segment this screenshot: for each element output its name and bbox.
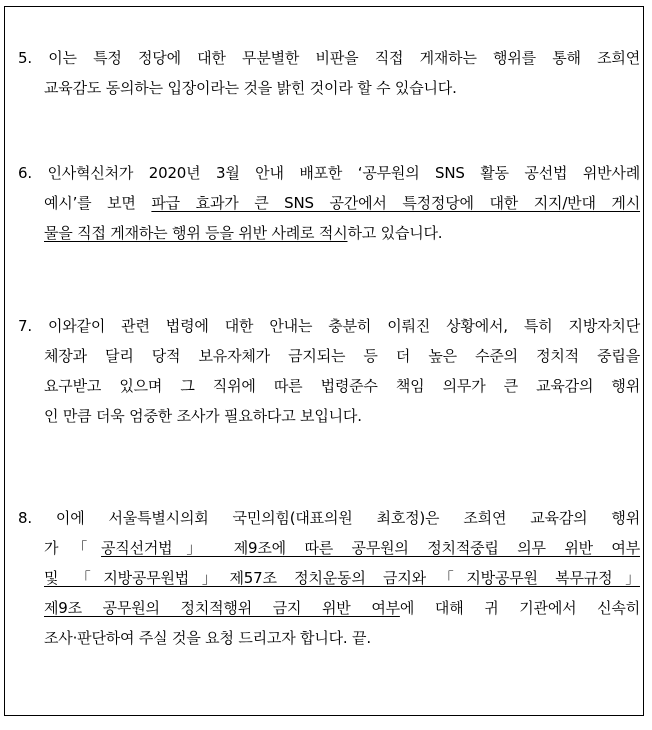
paragraph-line — [18, 188, 640, 218]
text-run: 요구받고 있으며 그 직위에 따른 법령준수 책임 의무가 큰 교육감의 행위 — [44, 377, 640, 395]
document-frame — [4, 6, 644, 716]
text-run: 인 만큼 더욱 엄중한 조사가 필요하다고 보입니다. — [44, 407, 362, 425]
paragraph-5 — [18, 43, 640, 103]
paragraph-8 — [18, 503, 640, 653]
paragraph-line — [18, 158, 640, 188]
paragraph-6 — [18, 158, 640, 248]
paragraph-7 — [18, 311, 640, 431]
text-run: 6. 인사혁신처가 2020년 3월 안내 배포한 ‘공무원의 SNS 활동 공선법 위반사례 — [18, 164, 640, 182]
paragraph-line — [18, 218, 640, 248]
text-run: 에 대해 귀 기관에서 신속히 — [399, 599, 640, 617]
text-run: 7. 이와같이 관련 법령에 대한 안내는 충분히 이뤄진 상황에서, 특히 지방자치단 — [18, 317, 640, 335]
text-run: 하고 있습니다. — [347, 224, 443, 242]
underlined-text: 및 「지방공무원법」제57조 정치운동의 금지와「지방공무원 복무규정」 — [44, 569, 640, 587]
paragraph-line — [18, 43, 640, 73]
paragraph-line — [18, 593, 640, 623]
text-run: 8. 이에 서울특별시의회 국민의힘(대표의원 최호정)은 조희연 교육감의 행위 — [18, 509, 640, 527]
paragraph-line — [18, 401, 640, 431]
paragraph-line — [18, 311, 640, 341]
paragraph-line — [18, 73, 640, 103]
paragraph-line — [18, 563, 640, 593]
paragraph-line — [18, 503, 640, 533]
paragraph-line — [18, 341, 640, 371]
text-run: 예시’를 보면 — [44, 194, 152, 212]
paragraph-line — [18, 371, 640, 401]
text-run: 체장과 달리 당적 보유자체가 금지되는 등 더 높은 수준의 정치적 중립을 — [44, 347, 640, 365]
underlined-text: 공직선거법」 제9조에 따른 공무원의 정치적중립 의무 위반 여부 — [101, 539, 641, 557]
text-run: 5. 이는 특정 정당에 대한 무분별한 비판을 직접 게재하는 행위를 통해 조희연 — [18, 49, 640, 67]
text-run: 교육감도 동의하는 입장이라는 것을 밝힌 것이라 할 수 있습니다. — [44, 79, 457, 97]
paragraph-line — [18, 533, 640, 563]
underlined-text: 제9조 공무원의 정치적행위 금지 위반 여부 — [44, 599, 400, 617]
underlined-text: 물을 직접 게재하는 행위 등을 위반 사례로 적시 — [44, 224, 348, 242]
paragraph-line — [18, 623, 640, 653]
text-run: 조사·판단하여 주실 것을 요청 드리고자 합니다. 끝. — [44, 629, 371, 647]
underlined-text: 파급 효과가 큰 SNS 공간에서 특정정당에 대한 지지/반대 게시 — [151, 194, 641, 212]
text-run: 가「 — [44, 539, 102, 557]
